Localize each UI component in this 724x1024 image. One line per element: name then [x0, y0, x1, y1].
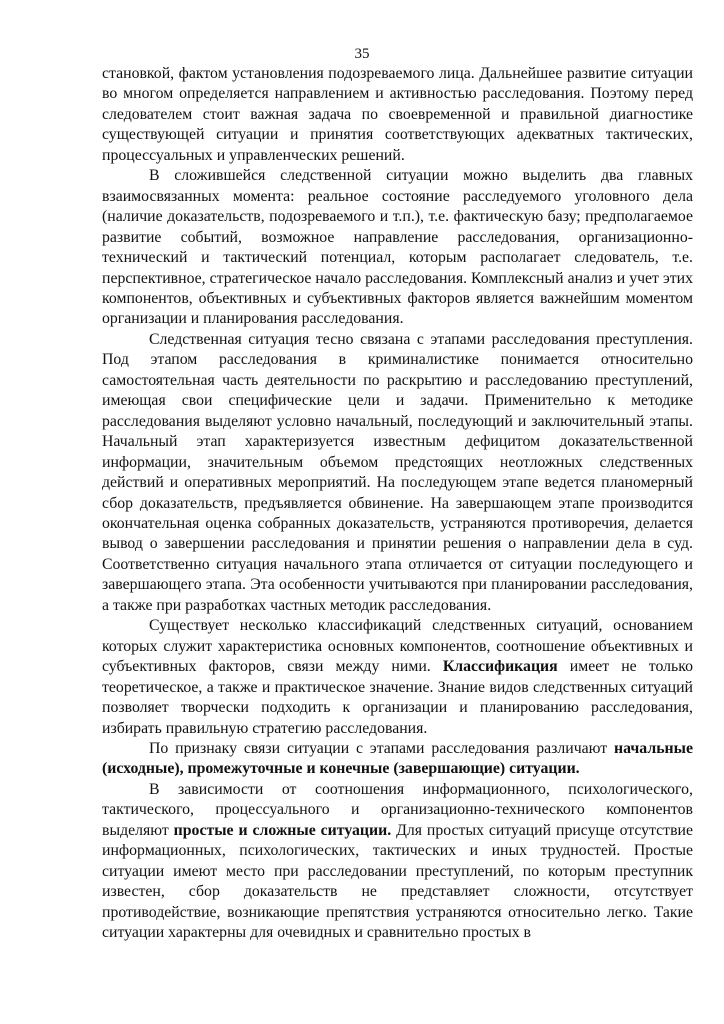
paragraph-text: имеет не только теоретическое, а также и практическое значение. Знание видов следственных ситуаций позволяет творчески подходить к организации и планированию расследования, избирать правильную стратегию расследования. — [102, 658, 693, 737]
paragraph-text: По признаку связи ситуации с этапами расследования различают — [149, 739, 615, 757]
paragraph-4 — [102, 616, 693, 739]
paragraph-text: Следственная ситуация тесно связана с этапами расследования преступления. Под этапом расследования в криминалистике понимается относительно самостоятельная часть деятельности по раскрытию и расследованию преступлений, имеющая свои специфические цели и задачи. Применительно к методике расследования выделяют условно начальный, последующий и заключительный этапы. Начальный этап характеризуется известным дефицитом доказательственной информации, значительным объемом предстоящих неотложных следственных действий и оперативных мероприятий. На последующем этапе ведется планомерный сбор доказательств, предъявляется обвинение. На завершающем этапе производится окончательная оценка собранных доказательств, устраняются противоречия, делается вывод о завершении расследования и принятии решения о направлении дела в суд. Соответственно ситуация начального этапа отличается от ситуации последующего и завершающего этапа. Эта особенности учитываются при планировании расследования, а также при разработках частных методик расследования. — [102, 330, 693, 614]
paragraph-text: становкой, фактом установления подозреваемого лица. Дальнейшее развитие ситуации во многом определяется направлением и активностью расследования. Поэтому перед следователем стоит важная задача по своевременной и правильной диагностике существующей ситуации и принятия соответствующих адекватных тактических, процессуальных и управленческих решений. — [102, 65, 693, 164]
page-number: 35 — [354, 46, 370, 62]
paragraph-1 — [102, 64, 693, 166]
paragraph-6 — [102, 780, 693, 944]
bold-term-simple-complex: простые и сложные ситуации. — [173, 821, 392, 839]
paragraph-5 — [102, 739, 693, 780]
bold-term-stage-situations: начальные (исходные), промежуточные и конечные (завершающие) ситуации. — [102, 739, 693, 778]
bold-term-classification: Классификация — [442, 658, 558, 676]
page-text — [102, 64, 693, 943]
paragraph-2 — [102, 166, 693, 330]
paragraph-text: В зависимости от соотношения информационного, психологического, тактического, процессуального и организационно-технического компонентов выделяют — [102, 780, 693, 839]
paragraph-text: Для простых ситуаций присуще отсутствие информационных, психологических, тактических и иных трудностей. Простые ситуации имеют место при расследовании преступлений, по которым преступник известен, сбор доказательств не представляет сложности, отсутствует противодействие, возникающие препятствия устраняются относительно легко. Такие ситуации характерны для очевидных и сравнительно простых в — [102, 821, 693, 942]
paragraph-3 — [102, 330, 693, 616]
paragraph-text: В сложившейся следственной ситуации можно выделить два главных взаимосвязанных момента: реальное состояние расследуемого уголовного дела (наличие доказательств, подозреваемого и т.п.), т.е. фактическую базу; предполагаемое развитие событий, возможное направление расследования, организационно-технический и тактический потенциал, которым располагает следователь, т.е. перспективное, стратегическое начало расследования. Комплексный анализ и учет этих компонентов, объективных и субъективных факторов является важнейшим моментом организации и планирования расследования. — [102, 167, 693, 328]
paragraph-text: Существует несколько классификаций следственных ситуаций, основанием которых служит характеристика основных компонентов, соотношение объективных и субъективных факторов, связи между ними. — [102, 617, 693, 676]
